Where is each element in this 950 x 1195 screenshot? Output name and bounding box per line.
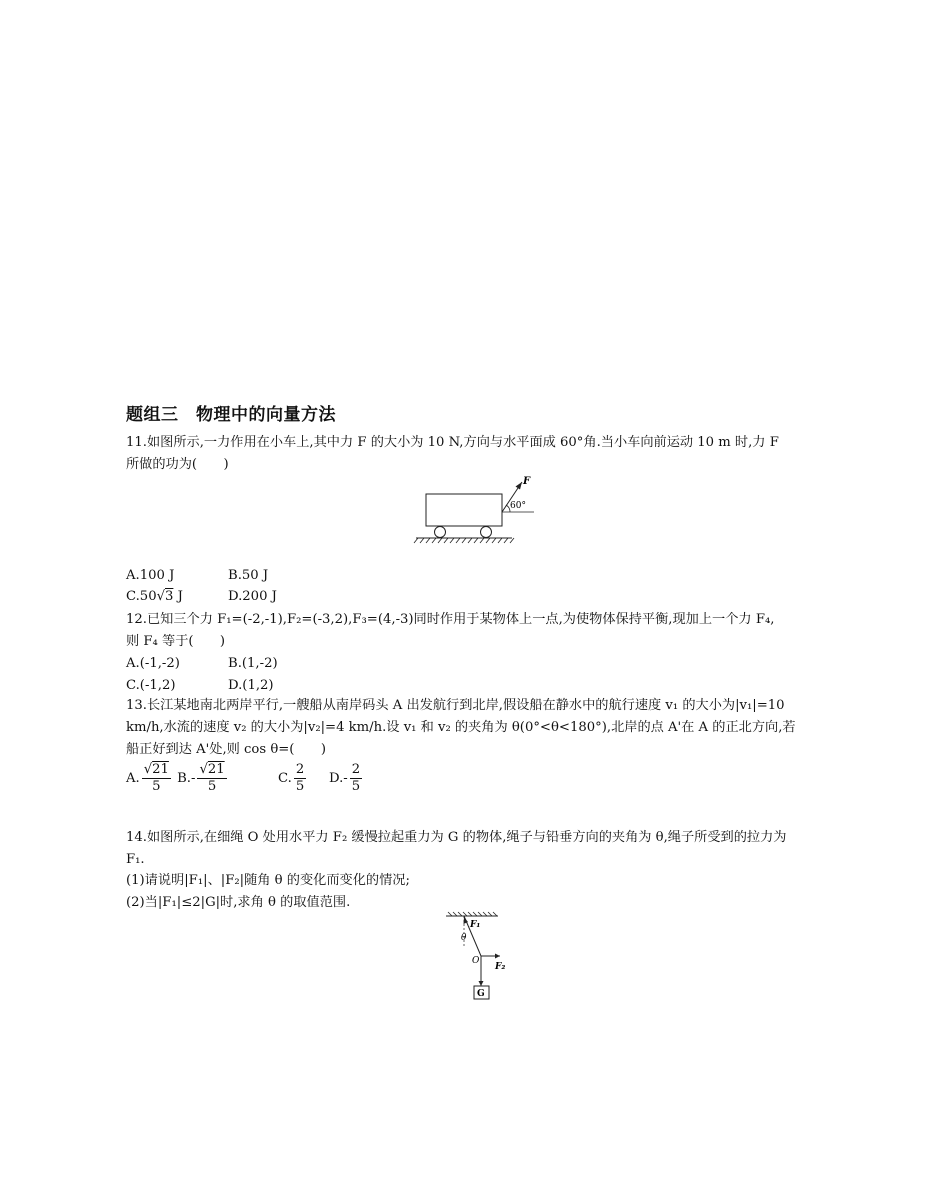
q14-stem-line2: F₁. — [126, 852, 145, 867]
cart-wheel-left — [435, 527, 446, 538]
f1-label: F₁ — [470, 920, 481, 930]
q13-stem-line1: 13.长江某地南北两岸平行,一艘船从南岸码头 A 出发航行到北岸,假设船在静水中的航行速度 v₁ 的大小为|v₁|=10 — [126, 698, 785, 713]
q12-option-b: B.(1,-2) — [228, 656, 278, 671]
q11-option-c: C.50√3 J — [126, 589, 183, 604]
pendulum-figure — [440, 910, 520, 1005]
q13-option-b-fraction: $\frac{√21}{5}$ — [199, 762, 225, 794]
q14-part2: (2)当|F₁|≤2|G|时,求角 θ 的取值范围. — [126, 895, 351, 910]
q11-stem-line2: 所做的功为( ) — [126, 457, 229, 472]
q13-stem-line3: 船正好到达 A'处,则 cos θ=( ) — [126, 742, 326, 757]
q11-option-c-unit: J — [173, 589, 183, 604]
q12-stem-line1: 12.已知三个力 F₁=(-2,-1),F₂=(-3,2),F₃=(4,-3)同时作用于某物体上一点,为使物体保持平衡,现加上一个力 F₄, — [126, 612, 775, 627]
section-title: 题组三 物理中的向量方法 — [126, 405, 336, 425]
q13-option-b-prefix: B.- — [177, 771, 196, 786]
o-label: O — [472, 956, 480, 966]
q13-option-c-prefix: C. — [278, 771, 292, 786]
force-arrowhead — [516, 482, 523, 490]
q13-option-a-numerator: 21 — [152, 762, 169, 777]
q12-option-a: A.(-1,-2) — [126, 656, 180, 671]
q13-option-a-denominator: 5 — [152, 779, 161, 794]
q12-stem-line2: 则 F₄ 等于( ) — [126, 634, 226, 649]
q13-option-d-prefix: D.- — [329, 771, 348, 786]
q13-option-d-fraction — [350, 762, 362, 795]
q11-option-c-radicand: 3 — [165, 589, 174, 604]
q11-option-b: B.50 J — [228, 568, 269, 583]
q13-option-a — [126, 762, 229, 795]
q13-option-c-denominator: 5 — [295, 779, 305, 794]
q13-option-d-numerator: 2 — [351, 762, 361, 777]
q11-option-a: A.100 J — [126, 568, 175, 583]
q13-option-c — [278, 762, 308, 795]
q13-option-d-denominator: 5 — [351, 779, 361, 794]
q12-option-c: C.(-1,2) — [126, 678, 176, 693]
q14-stem-line1: 14.如图所示,在细绳 O 处用水平力 F₂ 缓慢拉起重力为 G 的物体,绳子与铅垂方向的夹角为 θ,绳子所受到的拉力为 — [126, 830, 787, 845]
q13-option-a-fraction: $\frac{√21}{5}$ — [143, 762, 169, 794]
force-label: F — [523, 476, 531, 487]
cart-figure — [412, 472, 542, 548]
q13-option-d — [329, 762, 364, 795]
cart-body — [426, 494, 502, 526]
f2-label: F₂ — [495, 962, 506, 972]
angle-label: 60° — [510, 501, 526, 511]
q12-option-d: D.(1,2) — [228, 678, 274, 693]
q13-option-b-denominator: 5 — [207, 779, 217, 794]
q13-option-a-prefix: A. — [126, 771, 140, 786]
g-label: G — [477, 989, 485, 999]
g-arrowhead — [479, 981, 484, 986]
ground-hatch — [414, 538, 514, 543]
q13-option-c-fraction — [294, 762, 306, 795]
q13-option-b-numerator: 21 — [207, 762, 225, 777]
q14-part1: (1)请说明|F₁|、|F₂|随角 θ 的变化而变化的情况; — [126, 873, 410, 888]
q11-option-c-prefix: C.50 — [126, 589, 157, 604]
q13-stem-line2: km/h,水流的速度 v₂ 的大小为|v₂|=4 km/h.设 v₁ 和 v₂ 的夹角为 θ(0°<θ<180°),北岸的点 A'在 A 的正北方向,若 — [126, 720, 796, 735]
theta-label: θ — [461, 933, 467, 943]
q11-option-d: D.200 J — [228, 589, 277, 604]
cart-wheel-right — [481, 527, 492, 538]
ceiling-hatch — [448, 912, 497, 916]
f2-arrowhead — [495, 954, 500, 959]
q13-option-c-numerator: 2 — [295, 762, 305, 777]
q11-stem-line1: 11.如图所示,一力作用在小车上,其中力 F 的大小为 10 N,方向与水平面成 60°角.当小车向前运动 10 m 时,力 F — [126, 435, 779, 450]
